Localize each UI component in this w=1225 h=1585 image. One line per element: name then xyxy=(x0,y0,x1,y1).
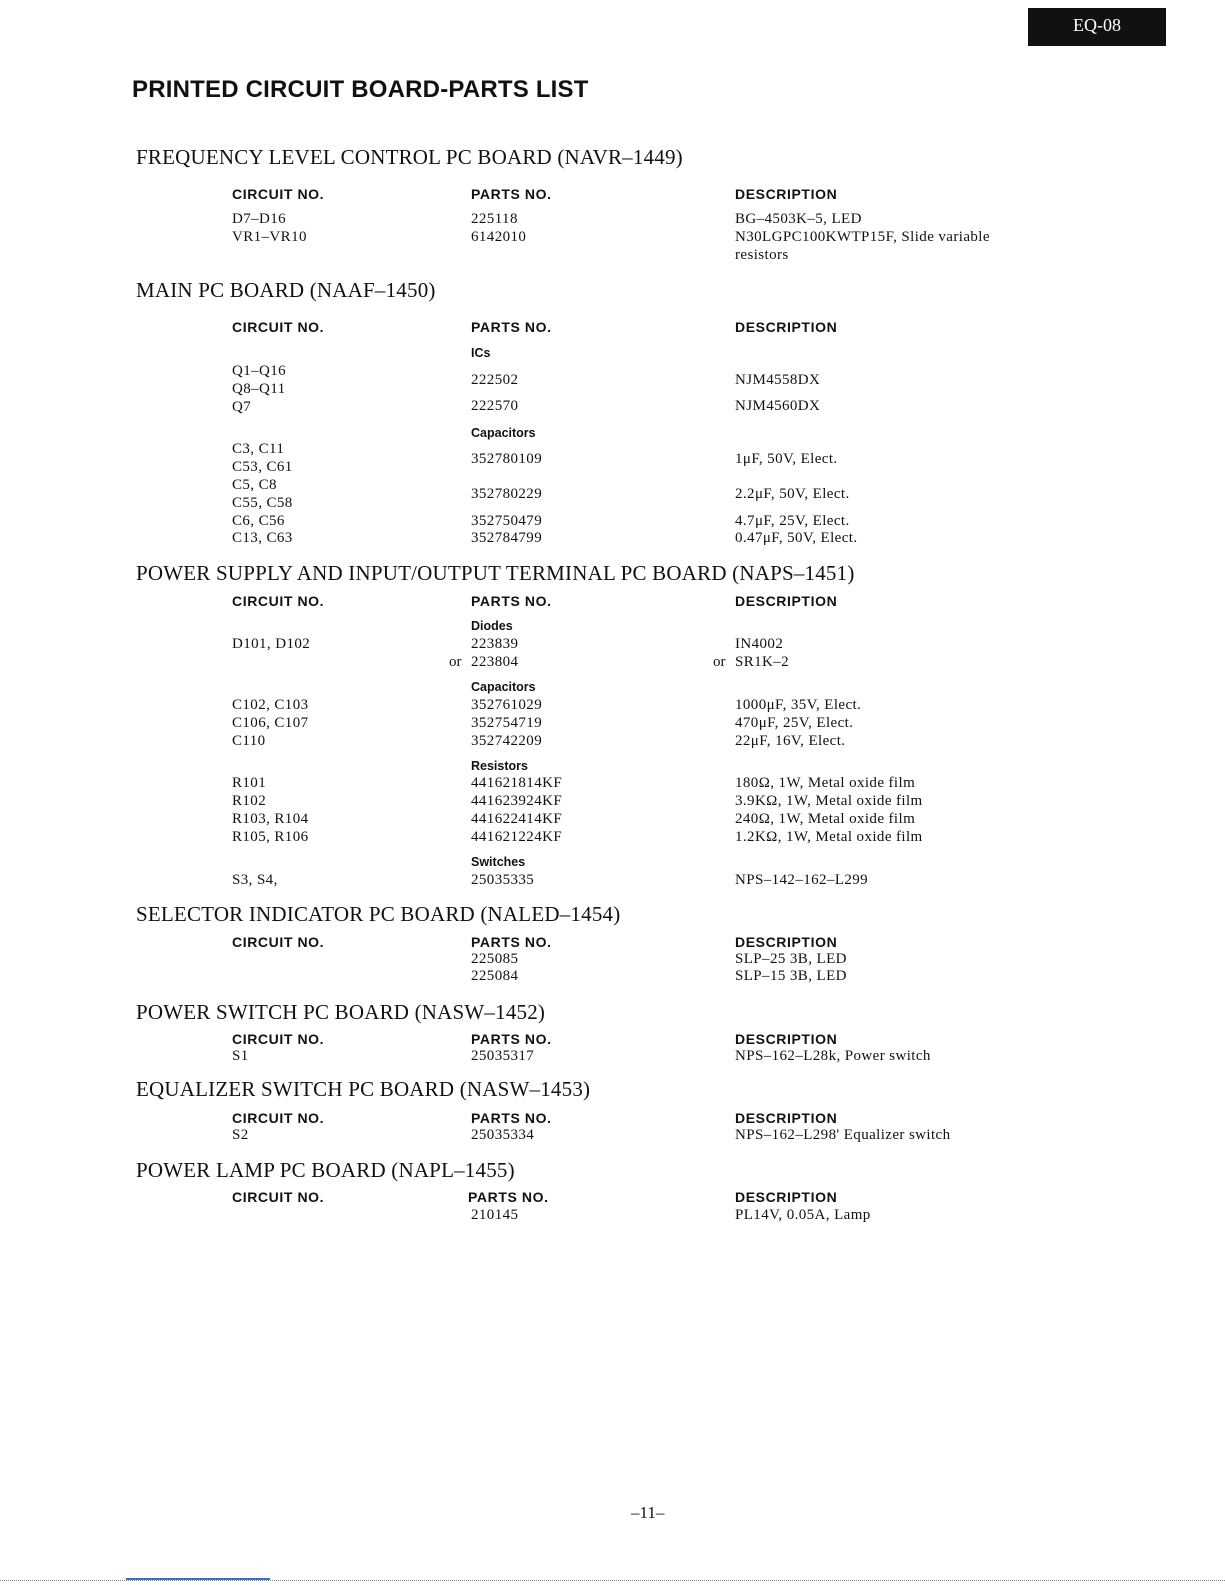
parts-no: 225118 xyxy=(471,211,518,227)
col-header-parts: PARTS NO. xyxy=(471,186,552,202)
section-heading-main: MAIN PC BOARD (NAAF–1450) xyxy=(136,278,436,302)
parts-no: 352780229 xyxy=(471,486,543,502)
col-header-parts: PARTS NO. xyxy=(471,1031,552,1047)
subheading-capacitors: Capacitors xyxy=(471,426,536,440)
description: N30LGPC100KWTP15F, Slide variable xyxy=(735,229,990,245)
description: BG–4503K–5, LED xyxy=(735,211,862,227)
subheading-capacitors: Capacitors xyxy=(471,680,536,694)
parts-no: 223839 xyxy=(471,636,519,652)
circuit-no: C55, C58 xyxy=(232,495,293,511)
parts-no: 223804 xyxy=(471,654,519,670)
circuit-no: R101 xyxy=(232,775,267,791)
description: 3.9KΩ, 1W, Metal oxide film xyxy=(735,793,923,809)
circuit-no: R102 xyxy=(232,793,267,809)
parts-no: 352750479 xyxy=(471,513,543,529)
description: SLP–25 3B, LED xyxy=(735,951,847,967)
circuit-no: C102, C103 xyxy=(232,697,309,713)
col-header-parts: PARTS NO. xyxy=(471,934,552,950)
col-header-circuit: CIRCUIT NO. xyxy=(232,1189,325,1205)
parts-no: 352784799 xyxy=(471,530,543,546)
parts-no: 352761029 xyxy=(471,697,543,713)
col-header-circuit: CIRCUIT NO. xyxy=(232,593,325,609)
parts-no: 352780109 xyxy=(471,451,543,467)
description: 1000μF, 35V, Elect. xyxy=(735,697,862,713)
parts-no: 441623924KF xyxy=(471,793,563,809)
circuit-no: C53, C61 xyxy=(232,459,293,475)
circuit-no: Q8–Q11 xyxy=(232,381,286,397)
description: 0.47μF, 50V, Elect. xyxy=(735,530,858,546)
circuit-no: C110 xyxy=(232,733,266,749)
description: 1μF, 50V, Elect. xyxy=(735,451,838,467)
description: SR1K–2 xyxy=(735,654,790,670)
description: 470μF, 25V, Elect. xyxy=(735,715,854,731)
circuit-no: D101, D102 xyxy=(232,636,311,652)
circuit-no: S2 xyxy=(232,1127,249,1143)
description: 240Ω, 1W, Metal oxide film xyxy=(735,811,916,827)
parts-no: 225084 xyxy=(471,968,519,984)
col-header-description: DESCRIPTION xyxy=(735,186,838,202)
page-tag: EQ-08 xyxy=(1028,8,1166,46)
parts-no: 441621224KF xyxy=(471,829,563,845)
description: 22μF, 16V, Elect. xyxy=(735,733,846,749)
description: PL14V, 0.05A, Lamp xyxy=(735,1207,871,1223)
col-header-circuit: CIRCUIT NO. xyxy=(232,1031,325,1047)
parts-no: 225085 xyxy=(471,951,519,967)
section-heading-power-lamp: POWER LAMP PC BOARD (NAPL–1455) xyxy=(136,1158,515,1182)
col-header-parts: PARTS NO. xyxy=(471,1110,552,1126)
subheading-ics: ICs xyxy=(471,346,491,360)
parts-no: 352754719 xyxy=(471,715,543,731)
description: SLP–15 3B, LED xyxy=(735,968,847,984)
col-header-description: DESCRIPTION xyxy=(735,934,838,950)
description: 2.2μF, 50V, Elect. xyxy=(735,486,850,502)
parts-no: 441621814KF xyxy=(471,775,563,791)
circuit-no: Q7 xyxy=(232,399,252,415)
parts-no: 25035317 xyxy=(471,1048,535,1064)
parts-no: 352742209 xyxy=(471,733,543,749)
description: 1.2KΩ, 1W, Metal oxide film xyxy=(735,829,923,845)
col-header-description: DESCRIPTION xyxy=(735,1110,838,1126)
col-header-parts: PARTS NO. xyxy=(468,1189,549,1205)
circuit-no: C106, C107 xyxy=(232,715,309,731)
parts-no: 222502 xyxy=(471,372,519,388)
circuit-no: VR1–VR10 xyxy=(232,229,307,245)
footer-divider xyxy=(0,1580,1225,1582)
section-heading-selector: SELECTOR INDICATOR PC BOARD (NALED–1454) xyxy=(136,902,621,926)
circuit-no: S3, S4, xyxy=(232,872,278,888)
col-header-circuit: CIRCUIT NO. xyxy=(232,186,325,202)
col-header-description: DESCRIPTION xyxy=(735,1031,838,1047)
col-header-circuit: CIRCUIT NO. xyxy=(232,1110,325,1126)
description: NJM4560DX xyxy=(735,398,821,414)
col-header-circuit: CIRCUIT NO. xyxy=(232,319,325,335)
parts-no: 222570 xyxy=(471,398,519,414)
section-heading-power-switch: POWER SWITCH PC BOARD (NASW–1452) xyxy=(136,1000,546,1024)
section-heading-power-supply: POWER SUPPLY AND INPUT/OUTPUT TERMINAL PC BOARD (NAPS–1451) xyxy=(136,561,855,585)
parts-no: 210145 xyxy=(471,1207,519,1223)
col-header-description: DESCRIPTION xyxy=(735,593,838,609)
subheading-resistors: Resistors xyxy=(471,759,528,773)
col-header-description: DESCRIPTION xyxy=(735,319,838,335)
footer-link-underline xyxy=(126,1578,270,1580)
circuit-no: C13, C63 xyxy=(232,530,293,546)
section-heading-frequency: FREQUENCY LEVEL CONTROL PC BOARD (NAVR–1449) xyxy=(136,145,683,169)
subheading-diodes: Diodes xyxy=(471,619,513,633)
page-number: –11– xyxy=(631,1503,665,1522)
parts-no: 441622414KF xyxy=(471,811,563,827)
circuit-no: C5, C8 xyxy=(232,477,277,493)
circuit-no: C3, C11 xyxy=(232,441,285,457)
col-header-circuit: CIRCUIT NO. xyxy=(232,934,325,950)
parts-no: 25035335 xyxy=(471,872,535,888)
circuit-no: R105, R106 xyxy=(232,829,309,845)
description: NJM4558DX xyxy=(735,372,821,388)
parts-no: 6142010 xyxy=(471,229,527,245)
circuit-no: C6, C56 xyxy=(232,513,285,529)
circuit-no: D7–D16 xyxy=(232,211,287,227)
description: NPS–142–162–L299 xyxy=(735,872,869,888)
col-header-parts: PARTS NO. xyxy=(471,319,552,335)
description: 180Ω, 1W, Metal oxide film xyxy=(735,775,916,791)
circuit-no: Q1–Q16 xyxy=(232,363,287,379)
description: 4.7μF, 25V, Elect. xyxy=(735,513,850,529)
section-heading-equalizer-switch: EQUALIZER SWITCH PC BOARD (NASW–1453) xyxy=(136,1077,591,1101)
or-label: or xyxy=(449,654,462,670)
circuit-no: R103, R104 xyxy=(232,811,309,827)
page-title: PRINTED CIRCUIT BOARD-PARTS LIST xyxy=(132,76,589,103)
col-header-description: DESCRIPTION xyxy=(735,1189,838,1205)
col-header-parts: PARTS NO. xyxy=(471,593,552,609)
or-label: or xyxy=(713,654,726,670)
parts-no: 25035334 xyxy=(471,1127,535,1143)
circuit-no: S1 xyxy=(232,1048,249,1064)
subheading-switches: Switches xyxy=(471,855,526,869)
description: NPS–162–L28k, Power switch xyxy=(735,1048,931,1064)
description: NPS–162–L298' Equalizer switch xyxy=(735,1127,951,1143)
description: resistors xyxy=(735,247,789,263)
description: IN4002 xyxy=(735,636,784,652)
